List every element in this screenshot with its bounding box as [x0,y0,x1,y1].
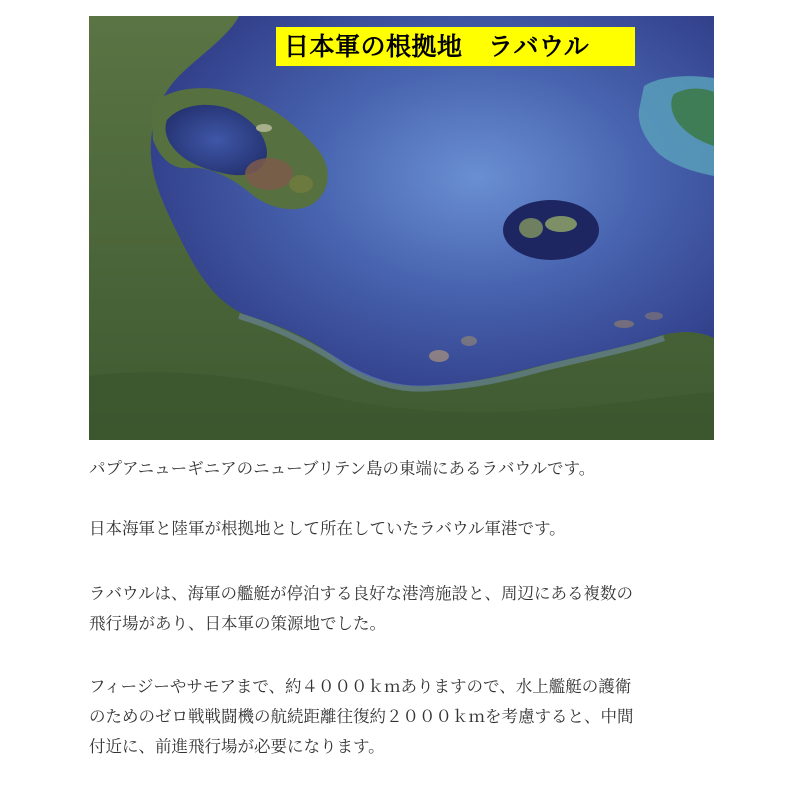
island-west [519,218,543,238]
map-title-banner: 日本軍の根拠地 ラバウル [276,27,635,66]
paragraph-range-line-2: のためのゼロ戦戦闘機の航続距離往復約２０００ｋｍを考慮すると、中間 [89,707,634,726]
satellite-map-graphic [89,16,714,440]
satellite-map-image [89,16,714,440]
paragraph-location: パプアニューギニアのニューブリテン島の東端にあるラバウルです。 [89,459,596,478]
small-islet [256,124,272,132]
paragraph-base [89,579,715,639]
paragraph-base-line-1: ラバウルは、海軍の艦艇が停泊する良好な港湾施設と、周辺にある複数の [89,584,634,603]
coastal-islet-2 [461,336,477,346]
paragraph-naval-port: 日本海軍と陸軍が根拠地として所在していたラバウル軍港です。 [89,519,566,538]
volcano-cone [289,175,313,193]
volcano-patch [245,158,293,190]
coastal-islet-4 [645,312,663,320]
paragraph-range-line-1: フィージーやサモアまで、約４０００ｋｍありますので、水上艦艇の護衛 [89,677,632,696]
island-east [545,216,577,232]
coastal-islet-3 [614,320,634,328]
paragraph-range [89,672,715,762]
paragraph-range-line-3: 付近に、前進飛行場が必要になります。 [89,737,385,756]
coastal-islet-1 [429,350,449,362]
paragraph-base-line-2: 飛行場があり、日本軍の策源地でした。 [89,614,386,633]
article [89,16,715,762]
